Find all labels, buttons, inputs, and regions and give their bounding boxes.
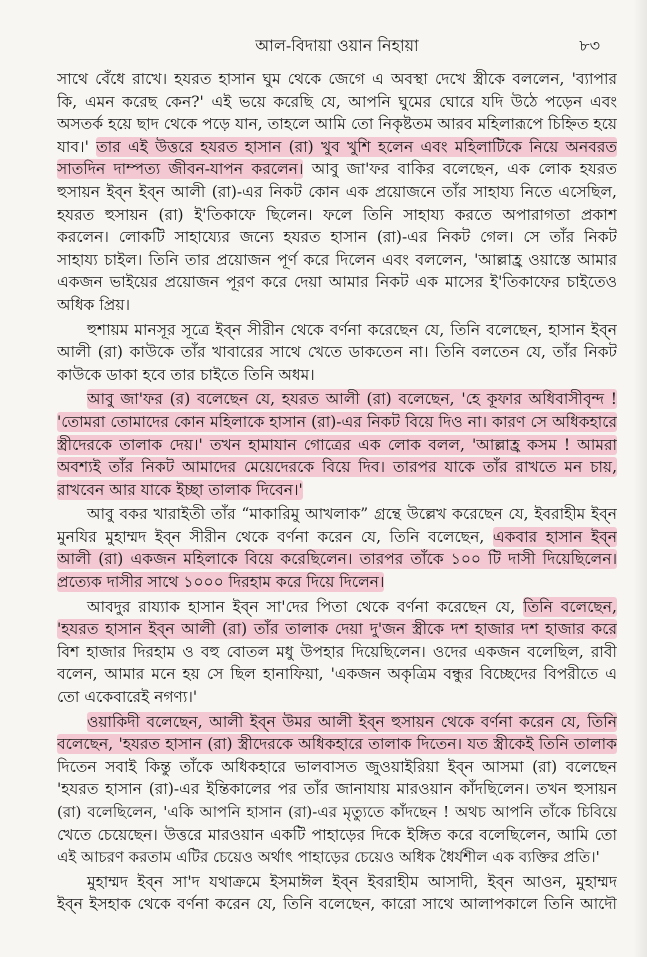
highlighted-text: 'তোমরা তোমাদের কোন মহিলাকে হাসান (রা)-এর নিকট বিয়ে দিও না। কারণ সে অধিকহারে — [57, 412, 617, 431]
text-segment: সাথে বেঁধে রাখে। হযরত হাসান ঘুম থেকে জেগে এ অবস্থা দেখে স্ত্রীকে বললেন, 'ব্যাপার — [57, 70, 617, 88]
text-segment: আবু বকর খারাইতী তাঁর “মাকারিমু আখলাক” গ্রন্থে উল্লেখ করেছেন যে, ইবরাহীম ইব্ন — [87, 505, 617, 524]
text-line — [57, 686, 617, 709]
text-segment: সাহায্য চাইল। তিনি তার প্রয়োজন পূর্ণ করে দিলেন এবং বললেন, 'আল্লাহ্র ওয়াস্তে আমার — [57, 250, 617, 269]
text-line — [57, 91, 617, 114]
text-segment: কাউকে ডাকা হবে তার চাইতে তিনি অধম। — [57, 365, 315, 384]
text-line — [57, 319, 617, 342]
text-line — [57, 158, 617, 181]
text-segment: একজন ভাইয়ের প্রয়োজন পূরণ করে দেয়া আমার নিকট এক মাসের ই'তিকাফের চাইতেও — [57, 273, 617, 292]
highlighted-text: 'হযরত হাসান ইব্ন আলী (রা) তাঁর তালাক দেয়া দু'জন স্ত্রীকে দশ হাজার দশ হাজার করে — [57, 620, 617, 639]
text-line — [57, 596, 617, 619]
text-line — [57, 571, 617, 594]
text-line — [57, 778, 617, 801]
text-line — [57, 526, 617, 549]
text-line — [57, 711, 617, 734]
text-line — [57, 548, 617, 571]
text-line — [57, 756, 617, 779]
text-segment: বিশ হাজার দিরহাম ও বহু বোতল মধু উপহার দিয়েছিলেন। ওদের একজন বলেছিল, রাবী — [57, 642, 617, 661]
paragraph — [57, 596, 617, 709]
text-line — [57, 824, 617, 847]
text-segment: বলেন, আমার মনে হয় সে ছিল হানাফিয়া, 'একজন অকৃত্রিম বন্ধুর বিচ্ছেদের বিপরীতে এ — [57, 665, 617, 684]
text-segment: খেতে চেয়েছেন। উত্তরে মারওয়ান একটি পাহাড়ের দিকে ইঙ্গিত করে বলেছিলেন, আমি তো — [57, 825, 617, 844]
text-segment: মুহাম্মদ ইব্ন সা'দ যথাক্রমে ইসমাঈল ইব্ন ইবরাহীম আসাদী, ইব্ন আওন, মুহাম্মদ — [87, 872, 617, 891]
text-line — [57, 271, 617, 294]
highlighted-text: ওয়াকিদী বলেছেন, আলী ইব্ন উমর আলী ইব্ন হুসায়ন থেকে বর্ণনা করেন যে, তিনি — [87, 712, 617, 731]
text-line — [57, 871, 617, 894]
text-line — [57, 181, 617, 204]
text-segment: দিতেন সবাই কিন্তু তাঁকে অধিকহারে ভালবাসত জুওয়াইরিয়া ইব্ন আসমা (রা) বলেছেন — [57, 757, 617, 776]
highlighted-text: সাতদিন দাম্পত্য জীবন-যাপন করলেন। — [57, 160, 304, 179]
text-line — [57, 204, 617, 227]
text-line — [57, 618, 617, 641]
text-line — [57, 388, 617, 411]
text-segment: হযরত হুসায়ন (রা) ই'তিকাফে ছিলেন। ফলে তিনি সাহায্য করতে অপারাগতা প্রকাশ — [57, 205, 617, 224]
paragraph — [57, 711, 617, 869]
text-line — [57, 434, 617, 457]
text-segment: হুসায়ন ইব্ন ইব্ন আলী (রা)-এর নিকট কোন এক প্রয়োজনে তাঁর সাহায্য নিতে এসেছিল, — [57, 182, 617, 201]
text-segment: হুশায়ম মানসূর সূত্রে ইব্ন সীরীন থেকে বর্ণনা করেছেন যে, তিনি বলেছেন, হাসান ইব্ন — [87, 320, 617, 339]
text-segment: আবদুর রায্যাক হাসান ইব্ন সা'দের পিতা থেকে বর্ণনা করেছেন যে, — [87, 597, 524, 616]
paragraph — [57, 388, 617, 501]
text-segment: আবু জা'ফর বাকির বলেছেন, এক লোক হযরত — [303, 160, 617, 179]
text-segment: করলেন। লোকটি সাহায্যের জন্যে হযরত হাসান (রা)-এর নিকট গেল। সে তাঁর নিকট — [57, 228, 617, 247]
text-line — [57, 294, 617, 317]
page-number: ৮৩ — [579, 36, 600, 55]
text-line — [57, 641, 617, 664]
text-segment: অসতর্ক হয়ে ছাদ থেকে পড়ে যান, তাহলে আমি তো নিকৃষ্টতম আরব মহিলারূপে চিহ্নিত হয়ে — [57, 115, 617, 134]
text-segment: যাব।' — [57, 137, 97, 156]
text-body — [57, 68, 617, 916]
text-segment: 'হযরত হাসান (রা)-এর ইন্তিকালের পর তাঁর জানাযায় মারওয়ান কাঁদছিলেন। তখন হুসায়ন — [57, 780, 617, 799]
paragraph — [57, 503, 617, 593]
text-line — [57, 226, 617, 249]
text-line — [57, 663, 617, 686]
text-line — [57, 68, 617, 91]
running-header — [57, 33, 617, 59]
text-line — [57, 364, 617, 387]
text-line — [57, 846, 617, 869]
text-line — [57, 249, 617, 272]
text-line — [57, 733, 617, 756]
paragraph — [57, 871, 617, 916]
text-line — [57, 136, 617, 159]
text-line — [57, 411, 617, 434]
text-line — [57, 503, 617, 526]
highlighted-text: অবশ্যই তাঁর নিকট আমাদের মেয়েদেরকে বিয়ে দিব। তারপর যাকে তাঁর রাখতে মন চায়, — [57, 458, 617, 477]
text-segment: কি, এমন করেছ কেন?' এই ভয়ে করেছি যে, আপনি ঘুমের ঘোরে যদি উঠে পড়েন এবং — [57, 92, 617, 111]
text-line — [57, 801, 617, 824]
text-segment: (রা) বলেছিলেন, 'একি আপনি হাসান (রা)-এর মৃত্যুতে কাঁদছেন ! অথচ আপনি তাঁকে চিবিয়ে — [57, 803, 617, 821]
text-segment: এই আচরণ করতাম এটির চেয়েও অর্থাৎ পাহাড়ের চেয়েও অধিক ধৈর্যশীল এক ব্যক্তির প্রতি।' — [57, 848, 600, 867]
highlighted-text: স্ত্রীদেরকে তালাক দেয়।' তখন হামাযান গোত্রের এক লোক বলল, 'আল্লাহ্র কসম ! আমরা — [57, 435, 617, 454]
paragraph — [57, 68, 617, 317]
highlighted-text: আবু জা'ফর (র) বলেছেন যে, হযরত আলী (রা) বলেছেন, 'হে কূফার অধিবাসীবৃন্দ ! — [87, 390, 617, 409]
text-line — [57, 113, 617, 136]
text-line — [57, 456, 617, 479]
text-segment: আলী (রা) কাউকে তাঁর খাবারের সাথে খেতে ডাকতেন না। তিনি বলতেন যে, তাঁর নিকট — [57, 343, 617, 362]
highlighted-text: বলেছেন, 'হযরত হাসান (রা) স্ত্রীদেরকে অধিকহারে তালাক দিতেন। যত স্ত্রীকেই তিনি তালাক — [57, 735, 617, 754]
highlighted-text: আলী (রা) একজন মহিলাকে বিয়ে করেছিলেন। তারপর তাঁকে ১০০ টি দাসী দিয়েছিলেন। — [57, 550, 617, 569]
paragraph — [57, 319, 617, 387]
text-line — [57, 479, 617, 502]
highlighted-text: তার এই উত্তরে হযরত হাসান (রা) খুব খুশি হলেন এবং মহিলাটিকে নিয়ে অনবরত — [96, 137, 617, 156]
text-line — [57, 893, 617, 916]
book-title: আল-বিদায়া ওয়ান নিহায়া — [255, 36, 419, 55]
text-line — [57, 341, 617, 364]
highlighted-text: রাখবেন আর যাকে ইচ্ছা তালাক দিবেন।' — [57, 480, 303, 499]
highlighted-text: একবার হাসান ইব্ন — [492, 527, 617, 546]
text-segment: অধিক প্রিয়। — [57, 295, 130, 314]
text-segment: মুনযির মুহাম্মদ ইব্ন সীরীন থেকে বর্ণনা করেন যে, তিনি বলেছেন, — [57, 527, 493, 546]
highlighted-text: তিনি বলেছেন, — [523, 597, 617, 616]
highlighted-text: প্রত্যেক দাসীর সাথে ১০০০ দিরহাম করে দিয়ে দিলেন। — [57, 573, 385, 592]
text-segment: ইব্ন ইসহাক থেকে বর্ণনা করেন যে, তিনি বলেছেন, কারো সাথে আলাপকালে তিনি আদৌ — [57, 895, 617, 914]
text-segment: তো একেবারেই নগণ্য।' — [57, 688, 198, 707]
